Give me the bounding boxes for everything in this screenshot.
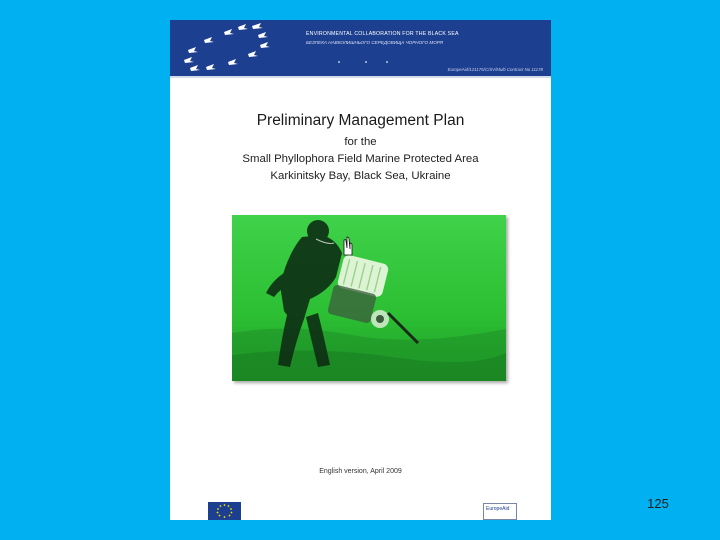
header-dots xyxy=(338,61,394,64)
document-title: Preliminary Management Plan xyxy=(256,112,465,129)
header-divider xyxy=(170,76,551,78)
document-subtitle-line-3: Karkinitsky Bay, Black Sea, Ukraine xyxy=(270,170,451,182)
diver-photo-illustration xyxy=(232,215,506,381)
cover-photo xyxy=(232,215,506,381)
document-cover-page xyxy=(170,20,551,520)
header-title: ENVIRONMENTAL COLLABORATION FOR THE BLACK SEA xyxy=(306,31,459,37)
document-subtitle-line-1: for the xyxy=(344,136,377,148)
header-subtitle: БЕЗПЕКА НАВКОЛИШНЬОГО СЕРЕДОВИЩА ЧОРНОГО МОРЯ xyxy=(306,40,443,45)
document-subtitle-line-2: Small Phyllophora Field Marine Protected Area xyxy=(242,153,479,165)
contract-reference: EuropeAid/121175/C/SV/Multi Contract No 11178 xyxy=(447,67,543,72)
europeaid-logo-text: EuropeAid xyxy=(486,506,510,512)
eu-stars-icon xyxy=(176,20,296,76)
eu-flag-icon xyxy=(208,502,241,520)
europeaid-logo xyxy=(483,503,517,520)
header-band xyxy=(170,20,551,76)
slide-page-number: 125 xyxy=(647,496,669,511)
document-version: English version, April 2009 xyxy=(319,468,402,475)
